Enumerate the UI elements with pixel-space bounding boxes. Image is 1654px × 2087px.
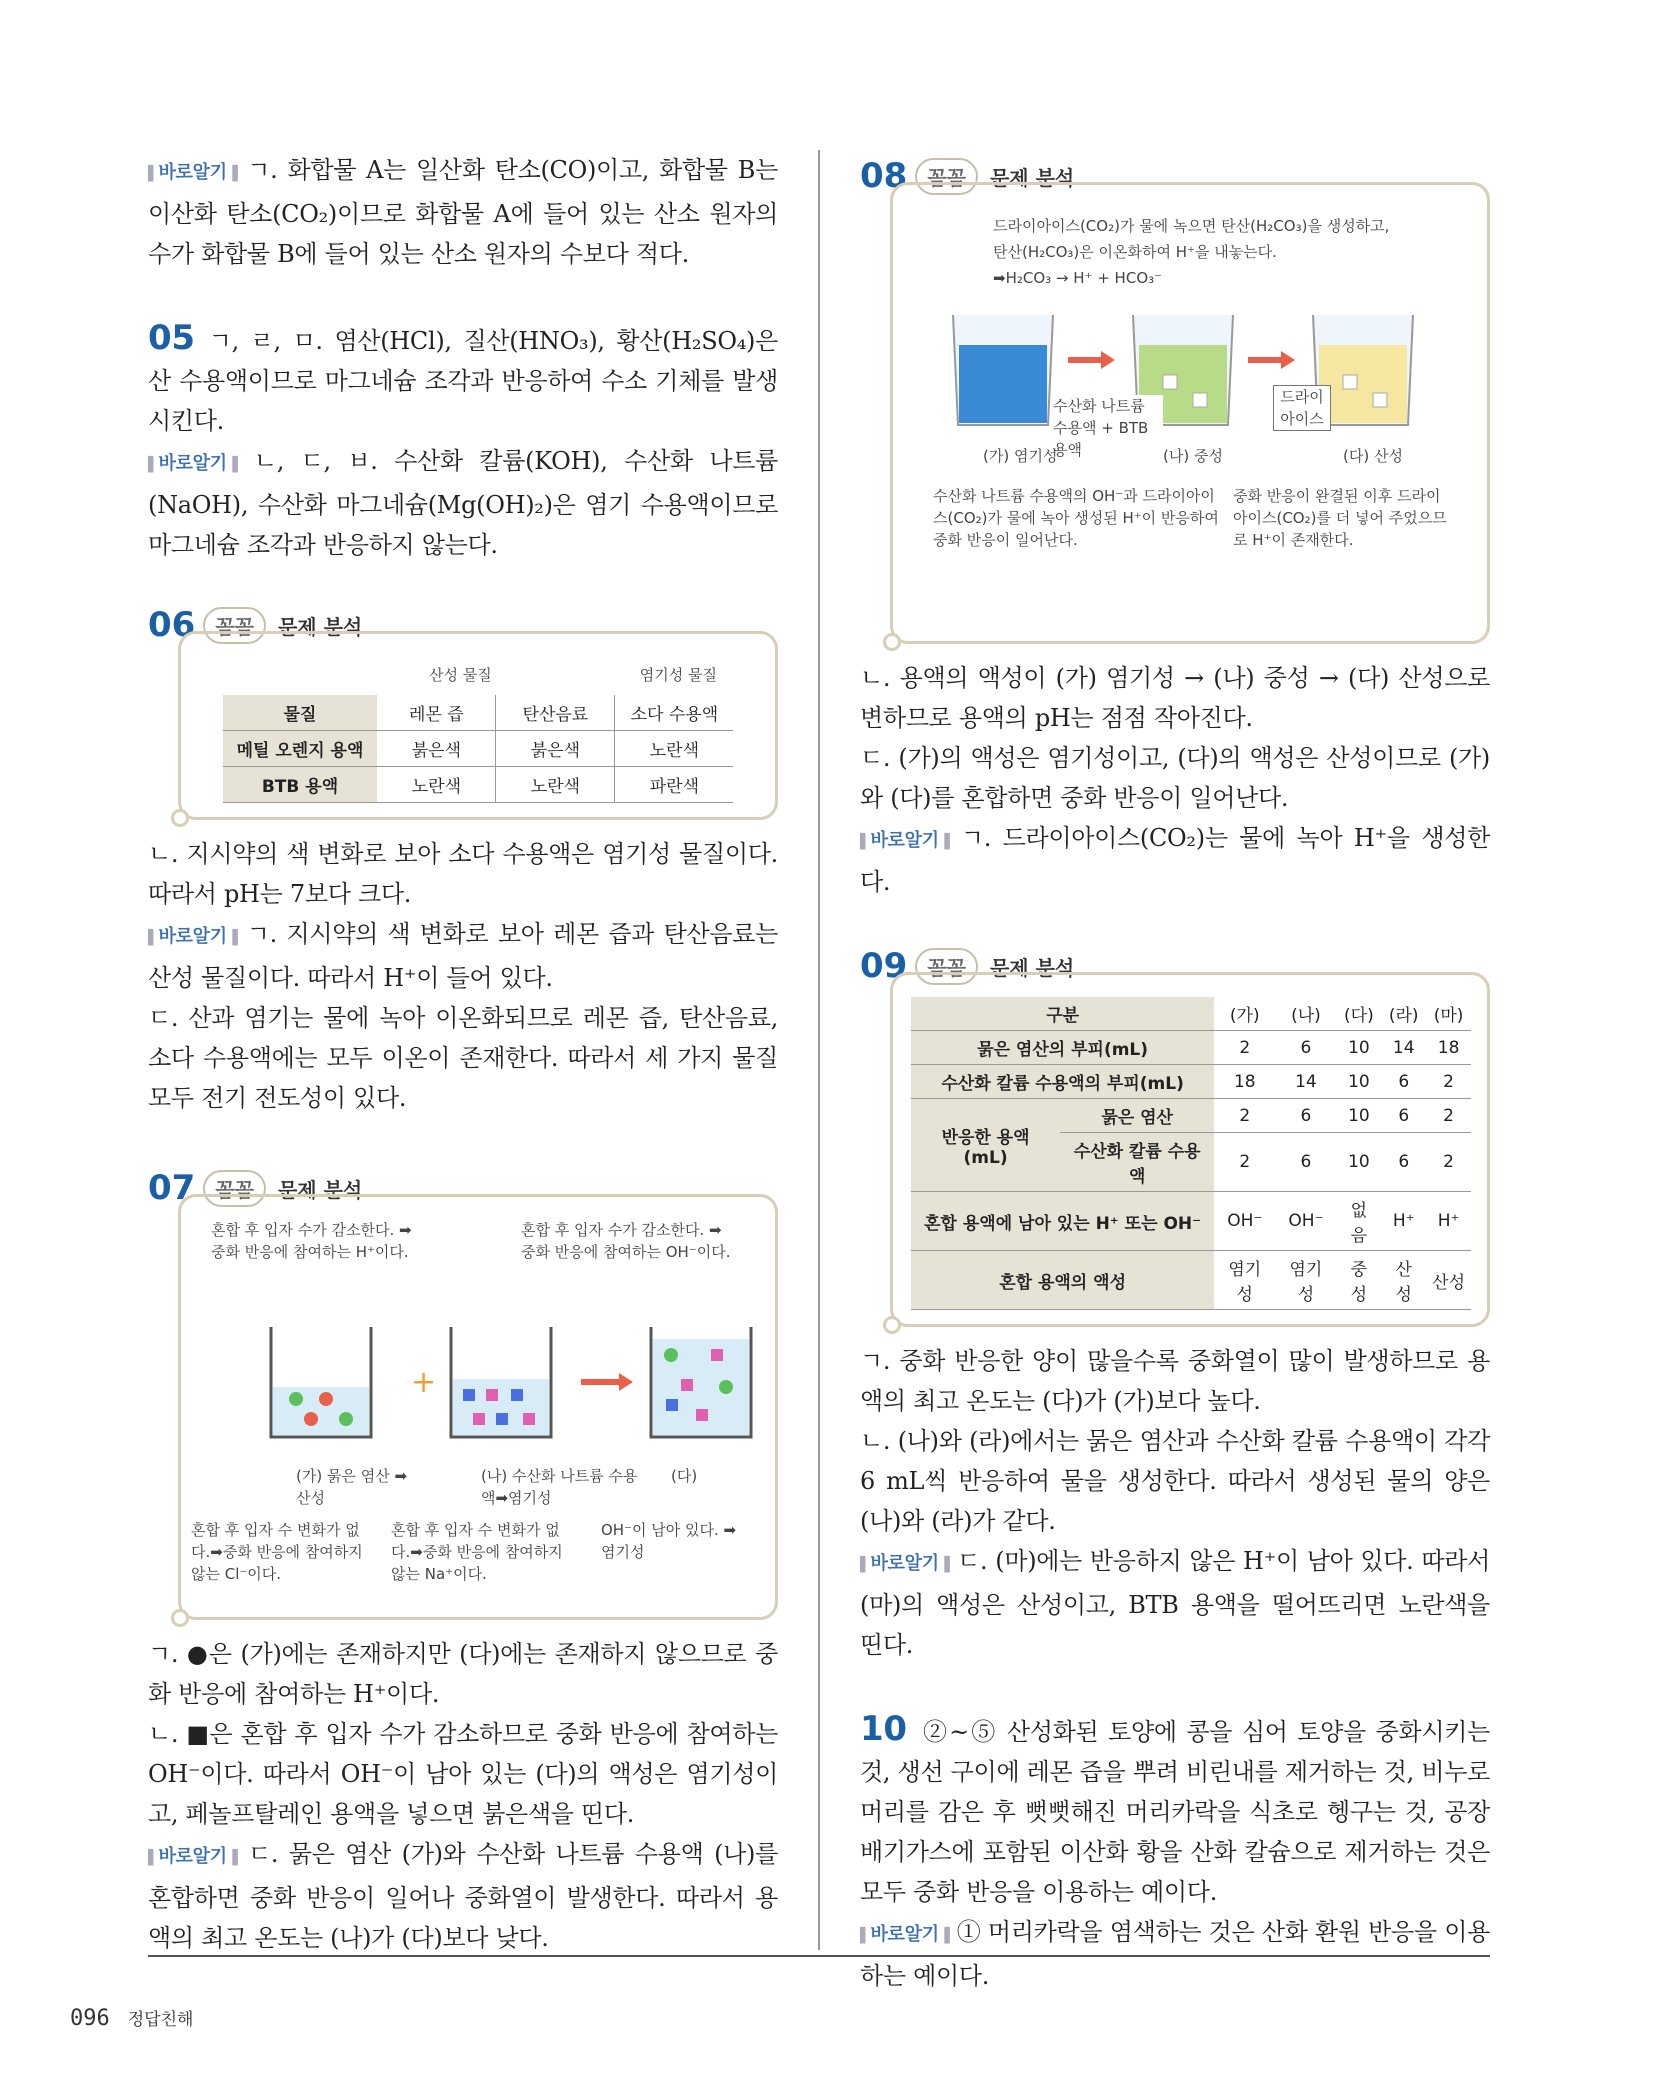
check-label: ▌ 바로알기 ▐ xyxy=(148,453,237,474)
check-label: ▌ 바로알기 ▐ xyxy=(860,1553,949,1574)
beaker-c xyxy=(651,1327,751,1437)
indicator-table: 물질 레몬 즙 탄산음료 소다 수용액 메틸 오렌지 용액 붉은색 붉은색 노란색 BTB 용액 노란색 노란색 파란색 xyxy=(223,695,734,803)
answer-05: 05 ㄱ, ㄹ, ㅁ. 염산(HCl), 질산(HNO₃), 황산(H₂SO₄)은 산 수용액이므로 마그네슘 조각과 반응하여 수소 기체를 발생시킨다. ▌ 바로알기 ▐ ㄴ, ㄷ, ㅂ. 수산화 칼륨(KOH), 수산화 나트륨(NaOH), 수산화 마그네슘(Mg(OH)₂)은 염기 수용액이므로 마그네슘 조각과 반응하지 않는다. xyxy=(148,318,778,565)
beaker-diagram xyxy=(211,1317,771,1457)
analysis-title: 문제 분석 xyxy=(277,1177,363,1202)
question-number: 07 xyxy=(148,1168,196,1208)
analysis-badge: 꼼꼼 xyxy=(203,607,266,644)
analysis-box-09 xyxy=(890,972,1490,1327)
column-divider xyxy=(818,150,820,1950)
question-number: 05 xyxy=(148,318,195,358)
analysis-box-06 xyxy=(178,631,778,820)
answer-09: 09 꼼꼼 문제 분석 구분 (가) (나) (다) (라) (마) 묽은 염산의 부피(mL) 2 6 10 14 18 수산화 칼륨 수용액의 부피(mL) 18 14 10 6 2 반응한 용액 (mL) 묽은 염산 2 6 10 6 2 수산화 칼륨 수용액 2 6 10 6 2 혼합 용액에 남아 있는 H⁺ 또는 OH⁻ OH⁻ OH⁻ 없음 H⁺ H⁺ 혼합 용액의 액성 염기성 염기성 중성 산성 산성 ㄱ. 중화 반응한 양이 많을수록 중화열이 많이 발생하므로 용액의 최고 온도는 (다)가 (가)보다 높다. ㄴ. (나)와 (라)에서는 묽은 염산과 수산화 칼륨 수용액이 각각 6 mL씩 반응하여 물을 생성한다. 따라서 생성된 물의 양은 (나)와 (라)가 같다. ▌ 바로알기 ▐ ㄷ. (마)에는 반응하지 않은 H⁺이 남아 있다. 따라서 (마)의 액성은 산성이고, BTB 용액을 떨어뜨리면 노란색을 띤다. xyxy=(860,946,1490,1665)
beaker-a xyxy=(271,1327,371,1437)
beaker-ga xyxy=(953,315,1053,425)
beaker-diagram-08 xyxy=(943,305,1443,435)
answer-10: 10 ②~⑤ 산성화된 토양에 콩을 심어 토양을 중화시키는 것, 생선 구이에 레몬 즙을 뿌려 비린내를 제거하는 것, 비누로 머리를 감은 후 뻣뻣해진 머리카락을 식초로 헹구는 것, 공장 배기가스에 포함된 이산화 황을 산화 칼슘으로 제거하는 것은 모두 중화 반응을 이용하는 예이다. ▌ 바로알기 ▐ ① 머리카락을 염색하는 것은 산화 환원 반응을 이용하는 예이다. xyxy=(860,1709,1490,1996)
page-number: 096 xyxy=(70,2006,110,2031)
answer-fix-04: ▌ 바로알기 ▐ ㄱ. 화합물 A는 일산화 탄소(CO)이고, 화합물 B는 이산화 탄소(CO₂)이므로 화합물 A에 들어 있는 산소 원자의 수가 화합물 B에 들어 있는 산소 원자의 수보다 적다. xyxy=(148,150,778,274)
book-label: 정답친해 xyxy=(127,2010,194,2030)
analysis-title: 문제 분석 xyxy=(989,955,1075,980)
check-label: ▌ 바로알기 ▐ xyxy=(860,1924,949,1945)
analysis-badge: 꼼꼼 xyxy=(915,948,978,985)
check-label: ▌ 바로알기 ▐ xyxy=(148,1846,237,1867)
base-group-label: 염기성 물질 xyxy=(639,666,717,684)
check-label: ▌ 바로알기 ▐ xyxy=(148,162,237,183)
left-column xyxy=(148,150,778,1958)
answer-06: 06 꼼꼼 문제 분석 산성 물질 염기성 물질 물질 레몬 즙 탄산음료 소다 수용액 메틸 오렌지 용액 붉은색 붉은색 노란색 BTB 용액 노란색 노란색 파란색 ㄴ. 지시약의 색 변화로 보아 소다 수용액은 염기성 물질이다. 따라서 pH는 7보다 크다. ▌ 바로알기 ▐ ㄱ. 지시약의 색 변화로 보아 레몬 즙과 탄산음료는 산성 물질이다. 따라서 H⁺이 들어 있다. ㄷ. 산과 염기는 물에 녹아 이온화되므로 레몬 즙, 탄산음료, 소다 수용액에는 모두 이온이 존재한다. 따라서 세 가지 물질 모두 전기 전도성이 있다. xyxy=(148,605,778,1118)
question-number: 08 xyxy=(860,156,908,196)
analysis-box-07: 혼합 후 입자 수가 감소한다. ➡ 중화 반응에 참여하는 H⁺이다. 혼합 후 입자 수가 감소한다. ➡ 중화 반응에 참여하는 OH⁻이다. + (가) 묽은 염산 ➡산성 (나) 수산화 나트륨 수용액➡염기성 (다) 혼합 후 입자 수 변화가 없다.➡중화 반응에 참여하지 않는 Cl⁻이다. 혼합 후 입자 수 변화가 없다.➡중화 반응에 참여하지 않는 Na⁺이다. OH⁻이 남아 있다. ➡염기성 xyxy=(178,1194,778,1620)
plus-icon: + xyxy=(411,1365,437,1400)
answer-08: 08 꼼꼼 문제 분석 드라이아이스(CO₂)가 물에 녹으면 탄산(H₂CO₃)을 생성하고, 탄산(H₂CO₃)은 이온화하여 H⁺을 내놓는다. ➡H₂CO₃ → H⁺ + HCO₃⁻ 수산화 나트륨 수용액 + BTB 용액 드라이 아이스 (가) 염기성 (나) 중성 (다) 산성 수산화 나트륨 수용액의 OH⁻과 드라이아이스(CO₂)가 물에 녹아 생성된 H⁺이 반응하여 중화 반응이 일어난다. 중화 반응이 완결된 이후 드라이아이스(CO₂)를 더 넣어 주었으므로 H⁺이 존재한다. ㄴ. 용액의 액성이 (가) 염기성 → (나) 중성 → (다) 산성으로 변하므로 용액의 pH는 점점 작아진다. ㄷ. (가)의 액성은 염기성이고, (다)의 액성은 산성이므로 (가)와 (다)를 혼합하면 중화 반응이 일어난다. ▌ 바로알기 ▐ ㄱ. 드라이아이스(CO₂)는 물에 녹아 H⁺을 생성한다. xyxy=(860,156,1490,902)
analysis-box-08: 드라이아이스(CO₂)가 물에 녹으면 탄산(H₂CO₃)을 생성하고, 탄산(H₂CO₃)은 이온화하여 H⁺을 내놓는다. ➡H₂CO₃ → H⁺ + HCO₃⁻ 수산화 나트륨 수용액 + BTB 용액 드라이 아이스 (가) 염기성 (나) 중성 (다) 산성 수산화 나트륨 수용액의 OH⁻과 드라이아이스(CO₂)가 물에 녹아 생성된 H⁺이 반응하여 중화 반응이 일어난다. 중화 반응이 완결된 이후 드라이아이스(CO₂)를 더 넣어 주었으므로 H⁺이 존재한다. xyxy=(890,182,1490,644)
reaction-table: 구분 (가) (나) (다) (라) (마) 묽은 염산의 부피(mL) 2 6 10 14 18 수산화 칼륨 수용액의 부피(mL) 18 14 10 6 2 반응한 용액 (mL) 묽은 염산 2 6 10 6 2 수산화 칼륨 수용액 2 6 10 6 2 혼합 용액에 남아 있는 H⁺ 또는 OH⁻ OH⁻ OH⁻ 없음 H⁺ H⁺ 혼합 용액의 액성 염기성 염기성 중성 산성 산성 xyxy=(911,997,1471,1310)
question-number: 06 xyxy=(148,605,196,645)
analysis-badge: 꼼꼼 xyxy=(915,158,978,195)
question-number: 10 xyxy=(860,1709,907,1749)
question-number: 09 xyxy=(860,946,908,986)
beaker-b xyxy=(451,1327,551,1437)
acid-group-label: 산성 물질 xyxy=(429,666,492,684)
analysis-title: 문제 분석 xyxy=(277,614,363,639)
analysis-title: 문제 분석 xyxy=(989,165,1075,190)
answer-07: 07 꼼꼼 문제 분석 혼합 후 입자 수가 감소한다. ➡ 중화 반응에 참여하는 H⁺이다. 혼합 후 입자 수가 감소한다. ➡ 중화 반응에 참여하는 OH⁻이다. + (가) 묽은 염산 ➡산성 (나) 수산화 나트륨 수용액➡염기성 (다) 혼합 후 입자 수 변화가 없다.➡중화 반응에 참여하지 않는 Cl⁻이다. 혼합 후 입자 수 변화가 없다.➡중화 반응에 참여하지 않는 Na⁺이다. OH⁻이 남아 있다. ➡염기성 ㄱ. ●은 (가)에는 존재하지만 (다)에는 존재하지 않으므로 중화 반응에 참여하는 H⁺이다. ㄴ. ■은 혼합 후 입자 수가 감소하므로 중화 반응에 참여하는 OH⁻이다. 따라서 OH⁻이 남아 있는 (다)의 액성은 염기성이고, 페놀프탈레인 용액을 넣으면 붉은색을 띤다. ▌ 바로알기 ▐ ㄷ. 묽은 염산 (가)와 수산화 나트륨 수용액 (나)를 혼합하면 중화 반응이 일어나 중화열이 발생한다. 따라서 용액의 최고 온도는 (나)가 (다)보다 낮다. xyxy=(148,1168,778,1958)
right-column xyxy=(860,150,1490,1996)
check-label: ▌ 바로알기 ▐ xyxy=(148,926,237,947)
analysis-badge: 꼼꼼 xyxy=(203,1170,266,1207)
check-label: ▌ 바로알기 ▐ xyxy=(860,830,949,851)
page-footer xyxy=(70,2005,193,2031)
